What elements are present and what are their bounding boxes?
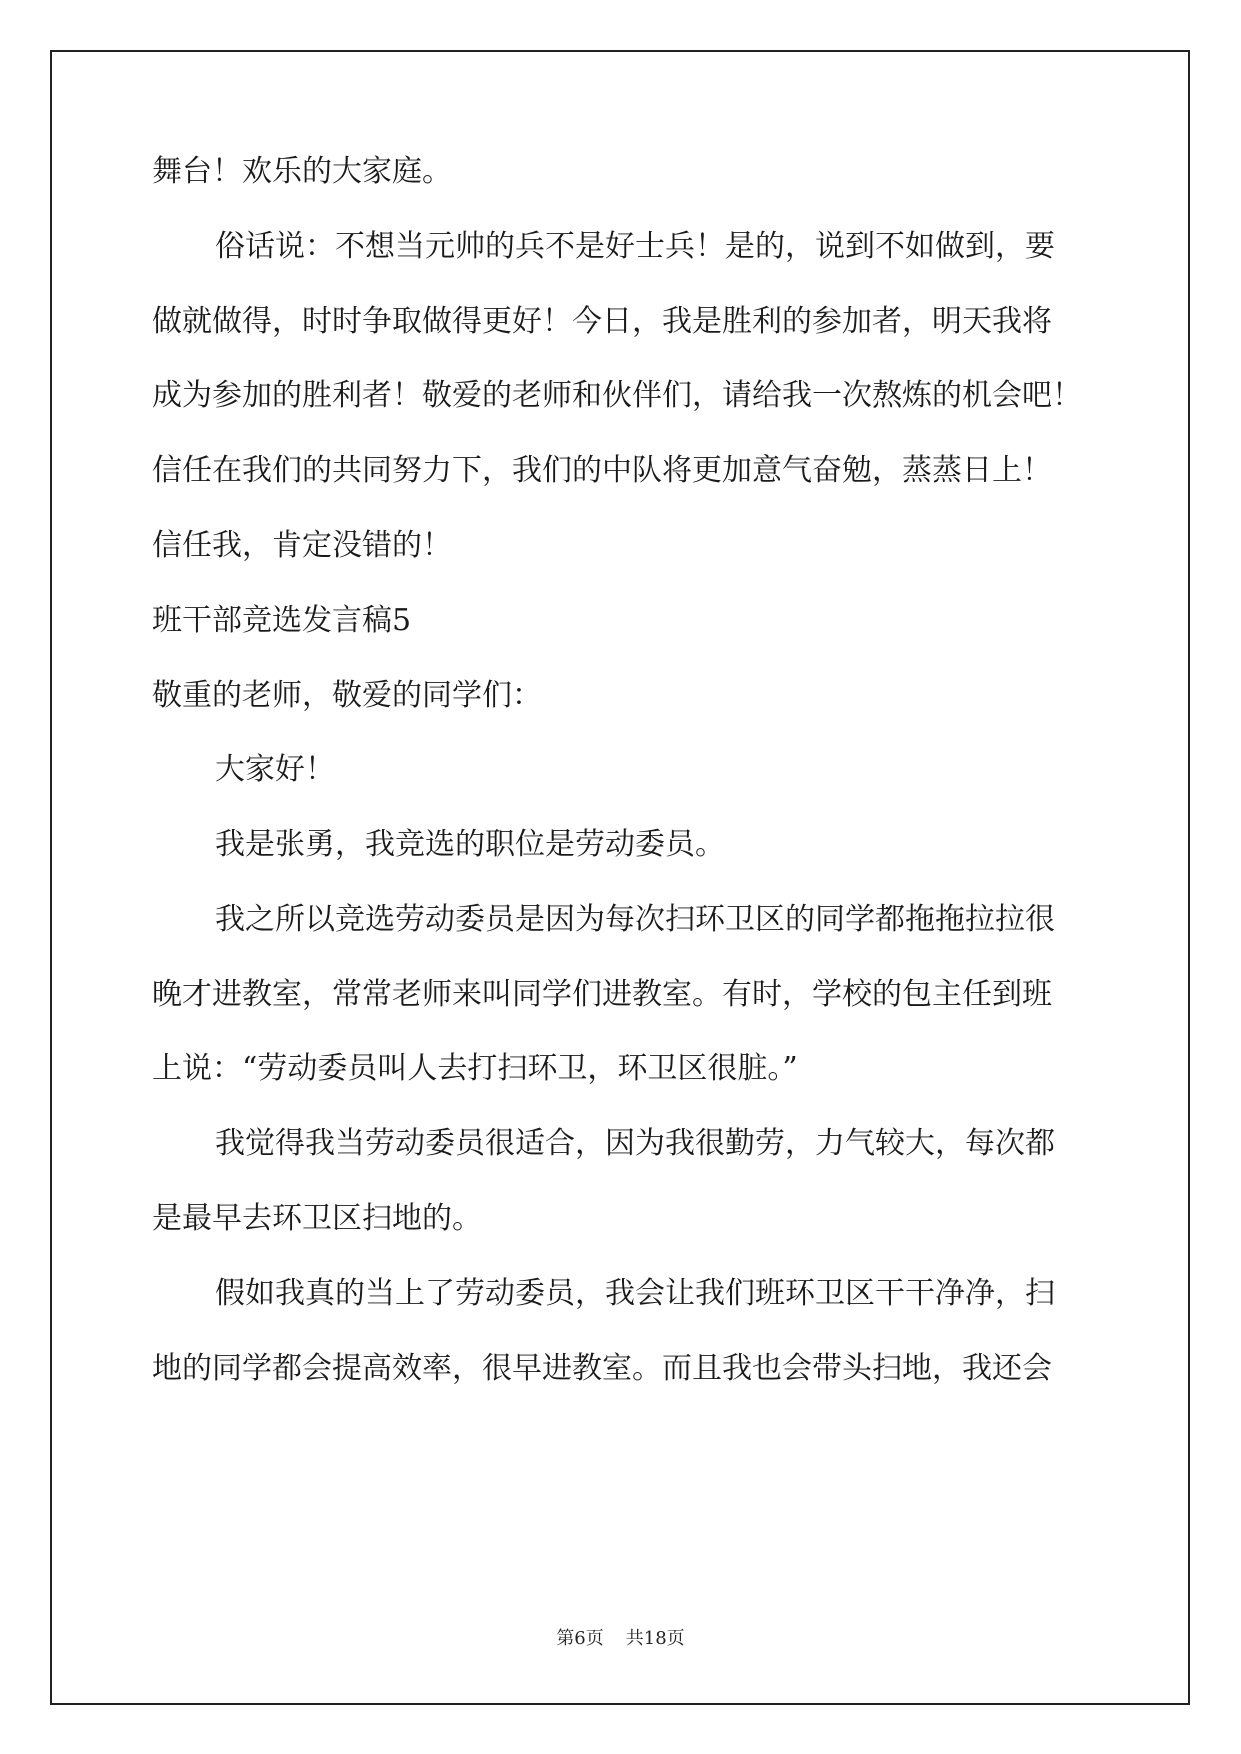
text-line: 地的同学都会提高效率，很早进教室。而且我也会带头扫地，我还会 — [152, 1351, 1052, 1386]
text-line: 我觉得我当劳动委员很适合，因为我很勤劳，力气较大，每次都 — [215, 1126, 1055, 1161]
text-line: 我是张勇，我竞选的职位是劳动委员。 — [215, 827, 725, 862]
salutation: 敬重的老师，敬爱的同学们： — [152, 678, 542, 713]
text-line: 假如我真的当上了劳动委员，我会让我们班环卫区干干净净，扫 — [215, 1276, 1055, 1311]
page-frame — [50, 50, 1190, 1705]
page-total: 共18页 — [625, 1628, 685, 1649]
page-footer — [0, 1624, 1241, 1650]
page-number: 第6页 — [556, 1628, 604, 1649]
section-heading: 班干部竞选发言稿5 — [152, 603, 412, 638]
text-line: 信任在我们的共同努力下，我们的中队将更加意气奋勉，蒸蒸日上！ — [152, 453, 1052, 488]
text-line: 舞台！欢乐的大家庭。 — [152, 154, 452, 189]
text-line: 信任我，肯定没错的！ — [152, 528, 452, 563]
text-line: 上说：“劳动委员叫人去打扫环卫，环卫区很脏。” — [152, 1051, 798, 1086]
text-line: 成为参加的胜利者！敬爱的老师和伙伴们，请给我一次熬炼的机会吧！ — [152, 378, 1082, 413]
greeting: 大家好！ — [215, 752, 335, 787]
text-line: 俗话说：不想当元帅的兵不是好士兵！是的，说到不如做到，要 — [215, 229, 1055, 264]
text-line: 是最早去环卫区扫地的。 — [152, 1201, 482, 1236]
text-line: 做就做得，时时争取做得更好！今日，我是胜利的参加者，明天我将 — [152, 304, 1052, 339]
text-line: 我之所以竞选劳动委员是因为每次扫环卫区的同学都拖拖拉拉很 — [215, 902, 1055, 937]
text-line: 晚才进教室，常常老师来叫同学们进教室。有时，学校的包主任到班 — [152, 977, 1052, 1012]
